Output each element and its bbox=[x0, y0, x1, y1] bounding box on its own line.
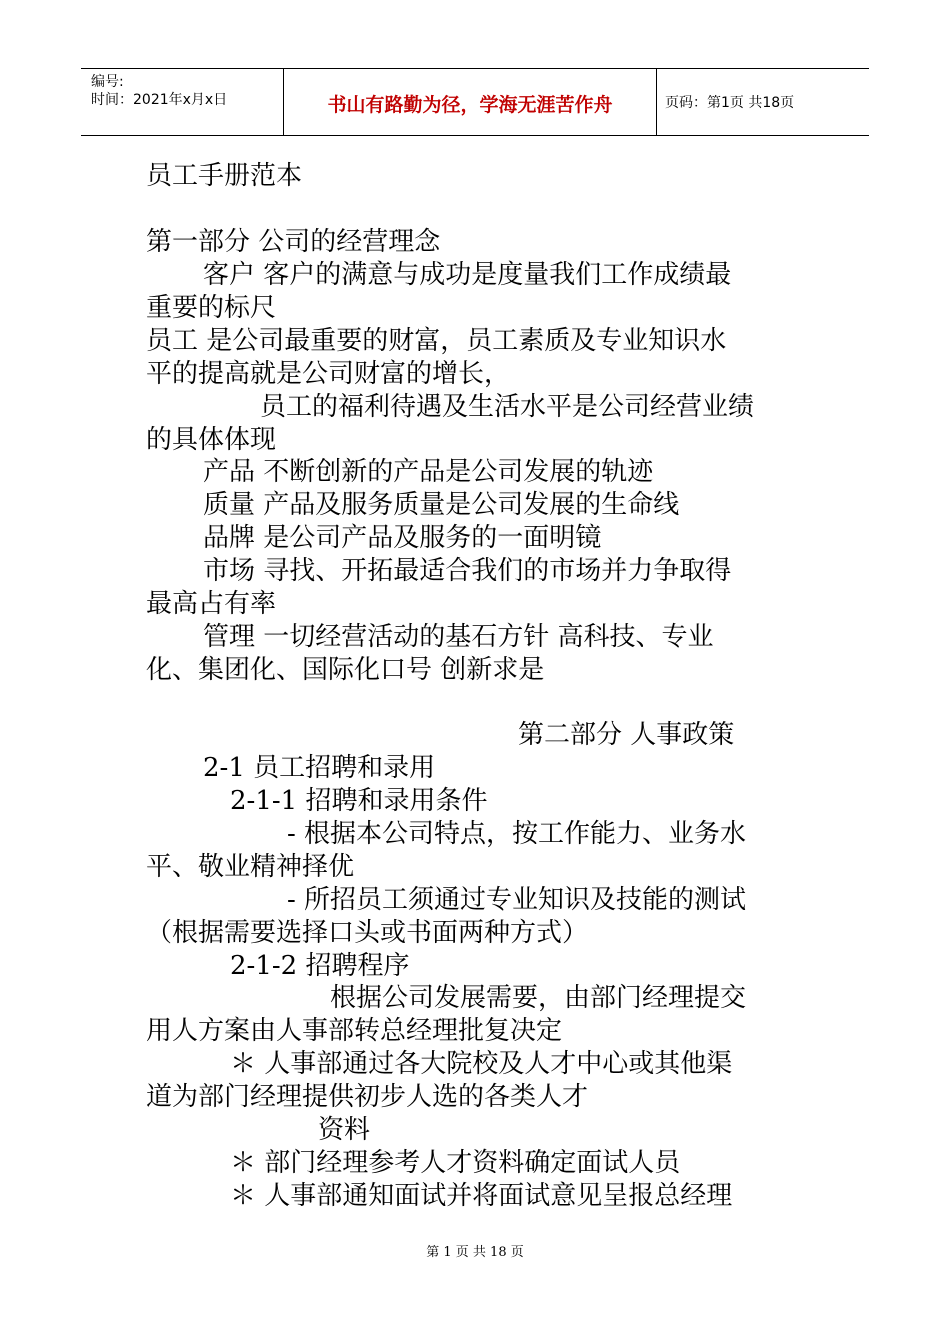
body-line: 重要的标尺 bbox=[146, 293, 277, 323]
body-line: 的具体体现 bbox=[146, 425, 277, 455]
body-line: ＊ 部门经理参考人才资料确定面试人员 bbox=[230, 1148, 681, 1178]
document-date: 时间：2021年x月x日 bbox=[91, 92, 228, 108]
body-line: - 所招员工须通过专业知识及技能的测试 bbox=[287, 885, 747, 915]
header-motto: 书山有路勤为径，学海无涯苦作舟 bbox=[327, 94, 613, 116]
body-line: 员工的福利待遇及生活水平是公司经营业绩 bbox=[260, 392, 755, 422]
body-line: 资料 bbox=[318, 1115, 371, 1145]
body-line: 员工 是公司最重要的财富，员工素质及专业知识水 bbox=[146, 326, 727, 356]
body-line: 最高占有率 bbox=[146, 589, 277, 619]
body-line: ＊ 人事部通知面试并将面试意见呈报总经理 bbox=[230, 1181, 733, 1211]
body-line: 产品 不断创新的产品是公司发展的轨迹 bbox=[203, 457, 654, 487]
body-line: 市场 寻找、开拓最适合我们的市场并力争取得 bbox=[203, 556, 732, 586]
section-heading: 第一部分 公司的经营理念 bbox=[146, 227, 441, 257]
body-line: 管理 一切经营活动的基石方针 高科技、专业 bbox=[203, 622, 714, 652]
body-line: 用人方案由人事部转总经理批复决定 bbox=[146, 1016, 563, 1046]
document-title: 员工手册范本 bbox=[146, 161, 303, 191]
body-line: 客户 客户的满意与成功是度量我们工作成绩最 bbox=[203, 260, 732, 290]
document-number-label: 编号: bbox=[91, 74, 124, 90]
body-line: 品牌 是公司产品及服务的一面明镜 bbox=[203, 523, 602, 553]
header-page-info: 页码：第1页 共18页 bbox=[665, 95, 795, 111]
body-line: 平的提高就是公司财富的增长， bbox=[146, 359, 511, 389]
body-line: - 根据本公司特点，按工作能力、业务水 bbox=[287, 819, 747, 849]
body-line: 道为部门经理提供初步人选的各类人才 bbox=[146, 1082, 589, 1112]
body-line: 平、敬业精神择优 bbox=[146, 852, 355, 882]
body-line: 根据公司发展需要，由部门经理提交 bbox=[330, 983, 747, 1013]
body-line: 化、集团化、国际化口号 创新求是 bbox=[146, 655, 545, 685]
subsection-heading: 2-1-1 招聘和录用条件 bbox=[230, 786, 488, 816]
body-line: 质量 产品及服务质量是公司发展的生命线 bbox=[203, 490, 680, 520]
body-line: （根据需要选择口头或书面两种方式） bbox=[146, 918, 589, 948]
page-footer: 第 1 页 共 18 页 bbox=[426, 1245, 524, 1260]
body-line: ＊ 人事部通过各大院校及人才中心或其他渠 bbox=[230, 1049, 733, 1079]
section-heading: 第二部分 人事政策 bbox=[518, 720, 735, 750]
subsection-heading: 2-1-2 招聘程序 bbox=[230, 951, 410, 981]
subsection-heading: 2-1 员工招聘和录用 bbox=[203, 753, 436, 783]
